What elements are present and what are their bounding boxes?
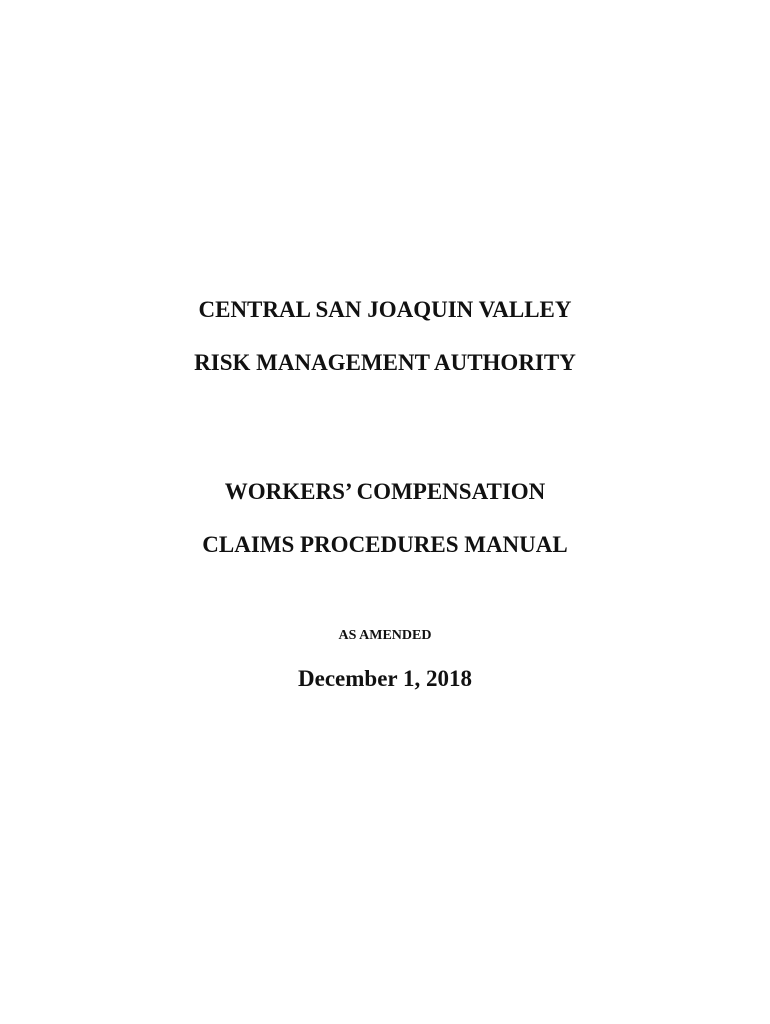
amendment-label: AS AMENDED [338, 628, 432, 643]
organization-name-line-2: RISK MANAGEMENT AUTHORITY [194, 350, 576, 375]
organization-name-line-1: CENTRAL SAN JOAQUIN VALLEY [198, 297, 572, 322]
amendment-date: December 1, 2018 [298, 666, 472, 691]
manual-title-line-1: WORKERS’ COMPENSATION [224, 479, 546, 504]
manual-title-line-2: CLAIMS PROCEDURES MANUAL [202, 532, 568, 557]
